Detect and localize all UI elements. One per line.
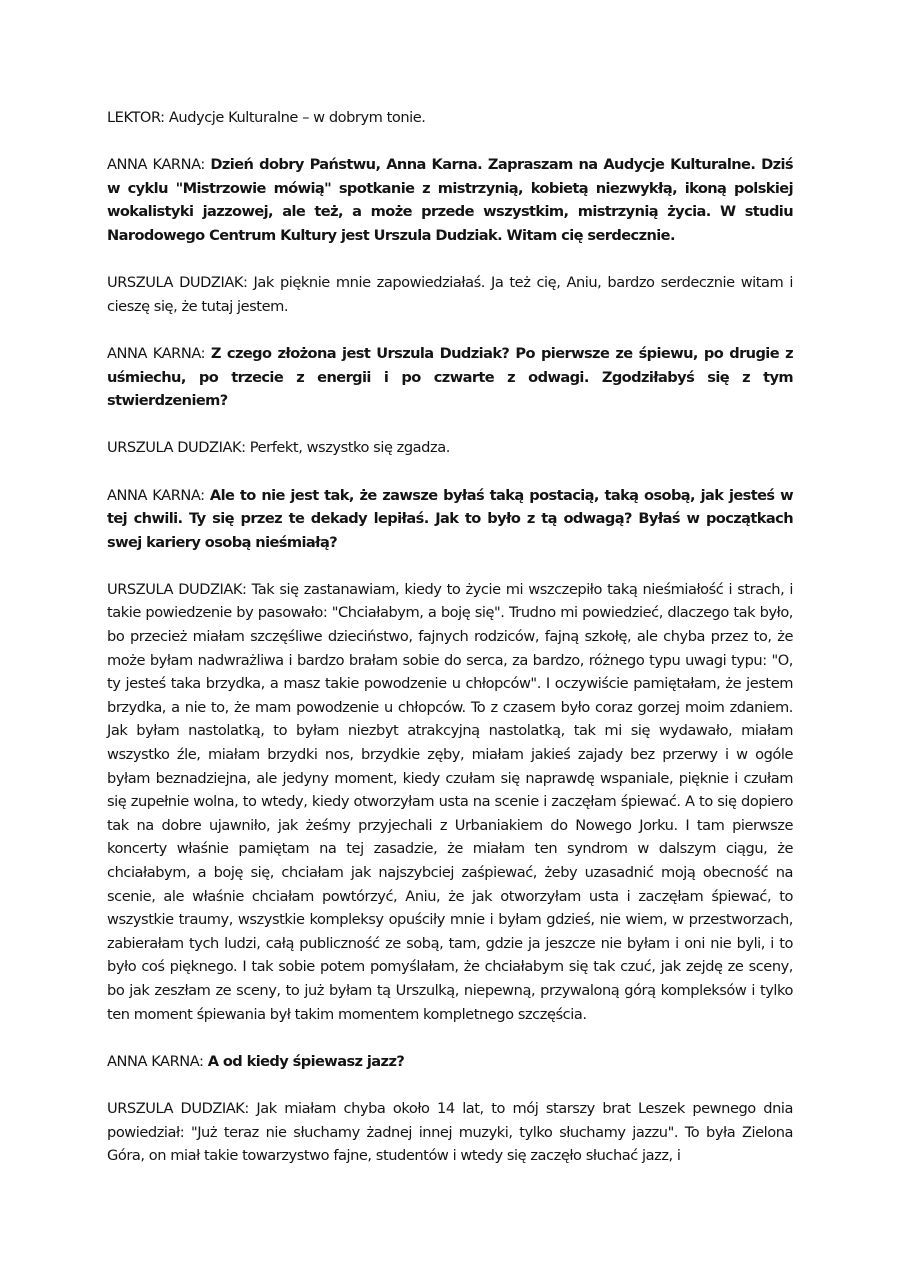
paragraph-urszula-dudziak-reply [107,271,793,318]
speaker-label: LEKTOR: [107,109,165,126]
paragraph-anna-karna-greeting [107,153,793,247]
speaker-label: ANNA KARNA: [107,1052,204,1070]
speaker-label: ANNA KARNA: [107,156,205,174]
speaker-label: ANNA KARNA: [107,344,206,362]
speech-text: Jak miałam chyba około 14 lat, to mój starszy brat Leszek pewnego dnia powiedział: "Już teraz nie słuchamy żadnej innej muzyki, tylko słuchamy jazzu". To była Zielona Góra, on miał takie towarzystwo fajne, studentów i wtedy się zaczęło słuchać jazz, i [107,1099,793,1165]
paragraph-lektor-intro [107,106,793,130]
speech-text: Dzień dobry Państwu, Anna Karna. Zapraszam na Audycje Kulturalne. Dziś w cyklu "Mistrzowie mówią" spotkanie z mistrzynią, kobietą niezwykłą, ikoną polskiej wokalistyki jazzowej, ale też, a może przede wszystkim, mistrzynią życia. W studiu Narodowego Centrum Kultury jest Urszula Dudziak. Witam cię serdecznie. [107,156,793,244]
speech-text: Z czego złożona jest Urszula Dudziak? Po pierwsze ze śpiewu, po drugie z uśmiechu, po trzecie z energii i po czwarte z odwagi. Zgodziłabyś się z tym stwierdzeniem? [107,344,793,410]
speaker-label: URSZULA DUDZIAK: [107,1099,249,1117]
speech-text: Ale to nie jest tak, że zawsze byłaś taką postacią, taką osobą, jak jesteś w tej chwili. Ty się przez te dekady lepiłaś. Jak to było z tą odwagą? Byłaś w początkach swej kariery osobą nieśmiałą? [107,486,793,551]
speech-text: Jak pięknie mnie zapowiedziałaś. Ja też cię, Aniu, bardzo serdecznie witam i cieszę się, że tutaj jestem. [107,274,793,315]
speaker-label: URSZULA DUDZIAK: [107,274,248,292]
speech-text: Audycje Kulturalne – w dobrym tonie. [168,109,426,126]
speaker-label: ANNA KARNA: [107,486,205,504]
paragraph-anna-karna-question [107,1050,793,1074]
paragraph-urszula-dudziak-reply [107,578,793,1026]
speech-text: A od kiedy śpiewasz jazz? [207,1052,405,1070]
speaker-label: URSZULA DUDZIAK: [107,580,247,598]
speaker-label: URSZULA DUDZIAK: [107,439,246,457]
paragraph-urszula-dudziak-reply [107,436,793,460]
paragraph-anna-karna-question [107,342,793,413]
speech-text: Perfekt, wszystko się zgadza. [249,439,450,457]
paragraph-anna-karna-question [107,484,793,555]
speech-text: Tak się zastanawiam, kiedy to życie mi wszczepiło taką nieśmiałość i strach, i takie powiedzenie by pasowało: "Chciałabym, a boję się". Trudno mi powiedzieć, dlaczego tak było, bo przecież miałam szczęśliwe dzieciństwo, fajnych rodziców, fajną szkołę, ale chyba przez to, że może byłam nadwrażliwa i bardzo brałam sobie do serca, za bardzo, różnego typu uwagi typu: "O, ty jesteś taka brzydka, a masz takie powodzenie u chłopców". I oczywiście pamiętałam, że jestem brzydka, a nie to, że mam powodzenie u chłopców. To z czasem było coraz gorzej moim zdaniem. Jak byłam nastolatką, to byłam niezbyt atrakcyjną nastolatką, tak mi się wydawało, miałam wszystko źle, miałam brzydki nos, brzydkie zęby, miałam jakieś zajady bez przerwy i w ogóle byłam beznadziejna, ale jedyny moment, kiedy czułam się naprawdę wspaniale, pięknie i czułam się zupełnie wolna, to wtedy, kiedy otworzyłam usta na scenie i zaczęłam śpiewać. A to się dopiero tak na dobre ujawniło, jak żeśmy przyjechali z Urbaniakiem do Nowego Jorku. I tam pierwsze koncerty właśnie pamiętam na tej zasadzie, że miałam ten syndrom w dalszym ciągu, że chciałabym, a boję się, chciałam jak najszybciej zaśpiewać, żeby uzasadnić moją obecność na scenie, ale właśnie chciałam powtórzyć, Aniu, że jak otworzyłam usta i zaczęłam śpiewać, to wszystkie traumy, wszystkie kompleksy opuściły mnie i byłam gdzieś, nie wiem, w przestworzach, zabierałam tych ludzi, całą publiczność ze sobą, tam, gdzie ja jeszcze nie byłam i oni nie byli, i to było coś pięknego. I tak sobie potem pomyślałam, że chciałabym się tak czuć, jak zejdę ze sceny, bo jak zeszłam ze sceny, to już byłam tą Urszulką, niepewną, przywaloną górą kompleksów i tylko ten moment śpiewania był takim momentem kompletnego szczęścia. [107,580,793,1023]
paragraph-urszula-dudziak-reply [107,1097,793,1168]
transcript-page [107,106,793,1191]
